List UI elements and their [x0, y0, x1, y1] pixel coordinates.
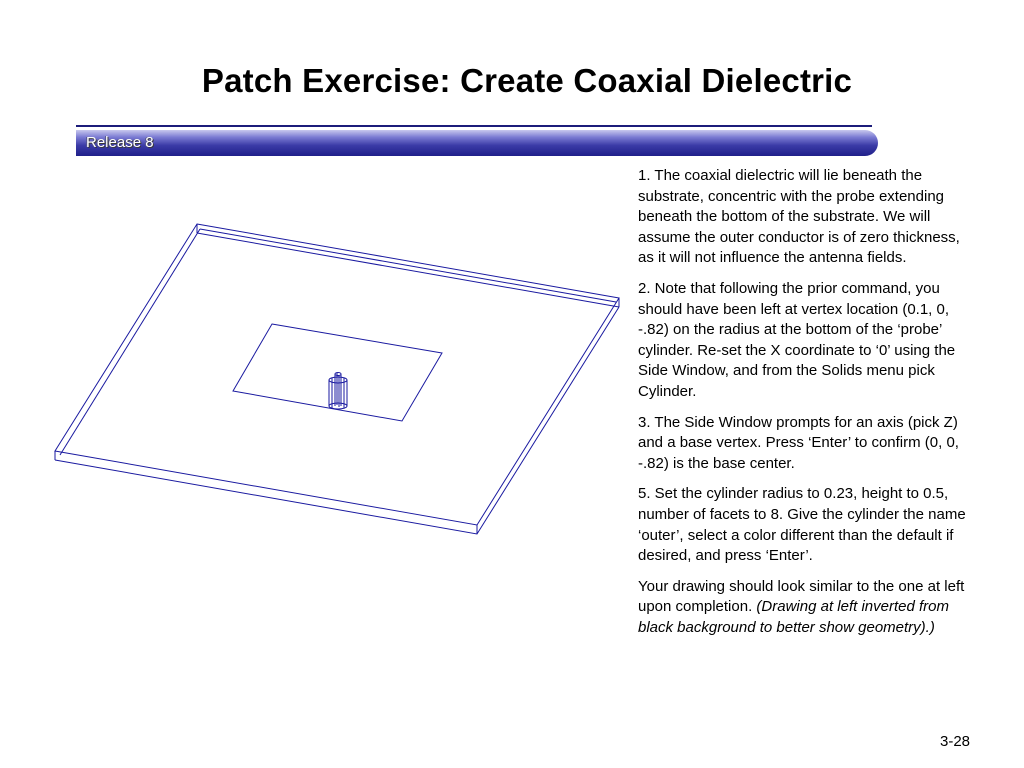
instructions-panel — [638, 166, 978, 648]
instruction-step-1: 1. The coaxial dielectric will lie beneath the substrate, concentric with the probe extending beneath the bottom of the substrate. We will assume the outer conductor is of zero thickness, as it will not influence the antenna fields. — [638, 167, 960, 267]
release-label: Release 8 — [86, 134, 154, 151]
completion-note-text: Your drawing should look similar to the one at left upon completion. — [638, 577, 965, 616]
probe-cylinder — [335, 373, 341, 408]
page-number: 3-28 — [940, 733, 971, 750]
geometry-drawing — [0, 0, 640, 600]
completion-note-emphasis: (Drawing at left inverted from black background to better show geometry).) — [638, 598, 949, 636]
instruction-step-5: 5. Set the cylinder radius to 0.23, height to 0.5, number of facets to 8. Give the cylinder the name ‘outer’, select a color different than the default if desired, and press ‘Enter’. — [638, 485, 966, 565]
slide-title: Patch Exercise: Create Coaxial Dielectric — [201, 62, 853, 99]
instruction-step-3: 3. The Side Window prompts for an axis (pick Z) and a base vertex. Press ‘Enter’ to confirm (0, 0, -.82) is the base center. — [638, 413, 959, 472]
instruction-step-2: 2. Note that following the prior command, you should have been left at vertex location (0.1, 0, -.82) on the radius at the bottom of the ‘probe’ cylinder. Re-set the X coordinate to ‘0’ using the Side Window, and from the Solids menu pick Cylinder. — [638, 279, 956, 400]
completion-note — [638, 577, 978, 639]
outer-cylinder — [329, 377, 347, 409]
